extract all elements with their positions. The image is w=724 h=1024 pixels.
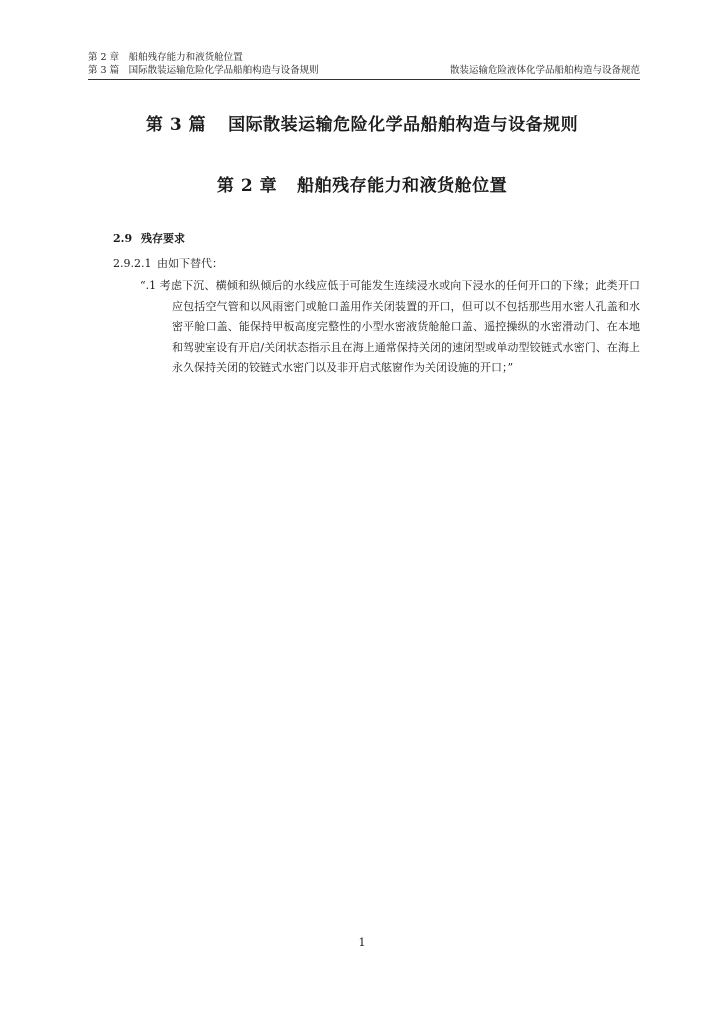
section-number: 2.9: [113, 232, 133, 245]
clause-line: [113, 255, 223, 271]
section-title: 残存要求: [141, 232, 185, 245]
body-paragraph: “.1 考虑下沉、横倾和纵倾后的水线应低于可能发生连续浸水或向下浸水的任何开口的下缘；此类开口应包括空气管和以风雨密门或舱口盖用作关闭装置的开口，但可以不包括那些用水密人孔盖和水密平舱口盖、能保持甲板高度完整性的小型水密液货舱舱口盖、遥控操纵的水密滑动门、在本地和驾驶室设有开启/关闭状态指示且在海上通常保持关闭的速闭型或单动型铰链式水密门、在海上永久保持关闭的铰链式水密门以及非开启式舷窗作为关闭设施的开口；”: [140, 279, 640, 374]
running-header: [88, 52, 640, 78]
chapter-title: [0, 171, 724, 196]
clause-text: 由如下替代：: [157, 257, 223, 270]
body-text: [140, 276, 640, 379]
chapter-title-text: 船舶残存能力和液货舱位置: [297, 176, 508, 196]
page-number: 1: [358, 936, 366, 949]
clause-number: 2.9.2.1: [113, 257, 152, 270]
header-chapter-text: 第 2 章 船舶残存能力和液货舱位置: [88, 52, 243, 63]
header-chapter-line: [88, 52, 640, 65]
part-label: 第 3 篇: [145, 115, 207, 135]
section-heading: [113, 230, 185, 246]
part-title: [0, 110, 724, 135]
header-part-text: 第 3 篇 国际散装运输危险化学品船舶构造与设备规则: [88, 65, 319, 76]
header-part-line: [88, 65, 640, 78]
part-title-text: 国际散装运输危险化学品船舶构造与设备规则: [228, 115, 579, 135]
chapter-label: 第 2 章: [216, 176, 278, 196]
header-book-title: 散装运输危险液体化学品船舶构造与设备规范: [449, 65, 640, 76]
header-divider: [88, 79, 640, 80]
